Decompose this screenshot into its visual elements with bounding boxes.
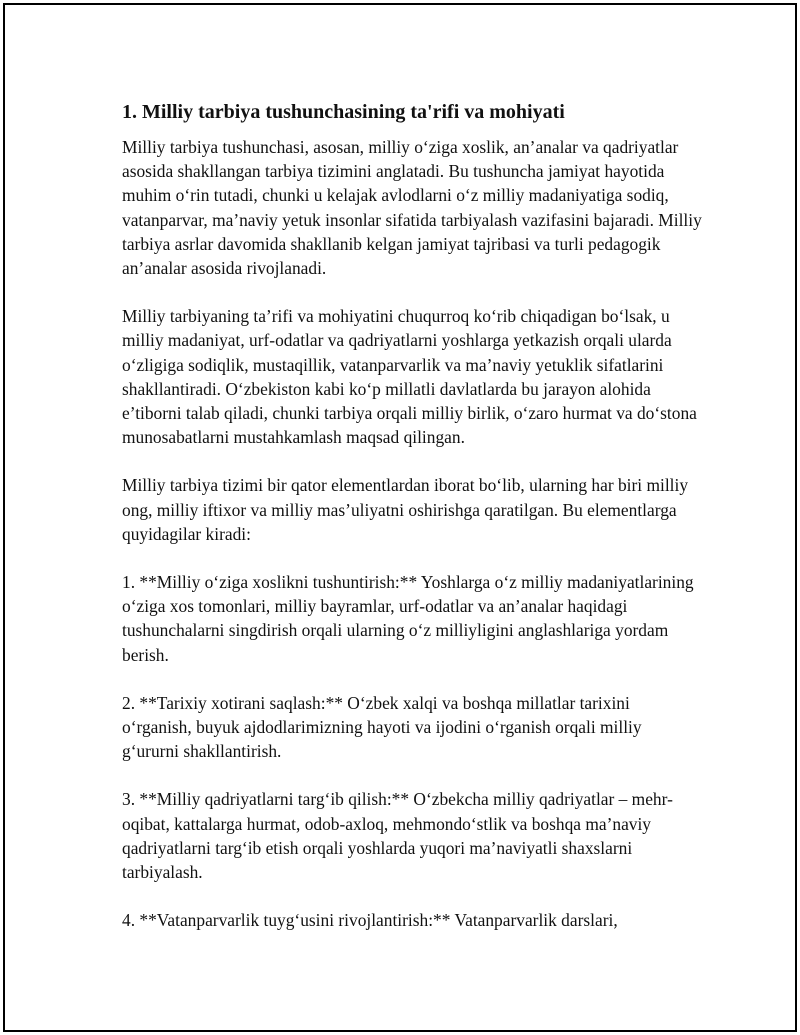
list-item-4: 4. **Vatanparvarlik tuyg‘usini rivojlantirish:** Vatanparvarlik darslari, (122, 910, 618, 931)
document-body (122, 97, 702, 956)
list-item-2: 2. **Tarixiy xotirani saqlash:** O‘zbek xalqi va boshqa millatlar tarixini o‘rganish, buyuk ajdodlarimizning hayoti va ijodini o‘rganish orqali milliy g‘ururni shakllantirish. (122, 692, 642, 762)
section-heading: 1. Milliy tarbiya tushunchasining ta'rifi va mohiyati (122, 101, 565, 123)
paragraph-intro: Milliy tarbiya tushunchasi, asosan, milliy o‘ziga xoslik, an’analar va qadriyatlar asosida shakllangan tarbiya tizimini anglatadi. Bu tushuncha jamiyat hayotida muhim o‘rin tutadi, chunki u kelajak avlodlarni o‘z milliy madaniyatiga sodiq, vatanparvar, ma’naviy yetuk insonlar sifatida tarbiyalash vazifasini bajaradi. Milliy tarbiya asrlar davomida shakllanib kelgan jamiyat tajribasi va turli pedagogik an’analar asosida rivojlanadi. (122, 137, 702, 279)
list-item-1: 1. **Milliy o‘ziga xoslikni tushuntirish:** Yoshlarga o‘z milliy madaniyatlarining o‘ziga xos tomonlari, milliy bayramlar, urf-odatlar va an’analar haqidagi tushunchalarni singdirish orqali ularning o‘z milliyligini anglashlariga yordam berish. (122, 572, 694, 665)
paragraph-definition: Milliy tarbiyaning ta’rifi va mohiyatini chuqurroq ko‘rib chiqadigan bo‘lsak, u milliy madaniyat, urf-odatlar va qadriyatlarni yoshlarga yetkazish orqali ularda o‘zligiga sodiqlik, mustaqillik, vatanparvarlik va ma’naviy yetuklik sifatlarini shakllantiradi. O‘zbekiston kabi ko‘p millatli davlatlarda bu jarayon alohida e’tiborni talab qiladi, chunki tarbiya orqali milliy birlik, o‘zaro hurmat va do‘stona munosabatlarni mustahkamlash maqsad qilingan. (122, 306, 697, 448)
paragraph-elements: Milliy tarbiya tizimi bir qator elementlardan iborat bo‘lib, ularning har biri milliy ong, milliy iftixor va milliy mas’uliyatni oshirishga qaratilgan. Bu elementlarga quyidagilar kiradi: (122, 475, 689, 544)
list-item-3: 3. **Milliy qadriyatlarni targ‘ib qilish:** O‘zbekcha milliy qadriyatlar – mehr-oqibat, kattalarga hurmat, odob-axloq, mehmondo‘stlik va boshqa ma’naviy qadriyatlarni targ‘ib etish orqali yoshlarda yuqori ma’naviyatli shaxslarni tarbiyalash. (122, 789, 673, 883)
page-frame (3, 3, 797, 1032)
